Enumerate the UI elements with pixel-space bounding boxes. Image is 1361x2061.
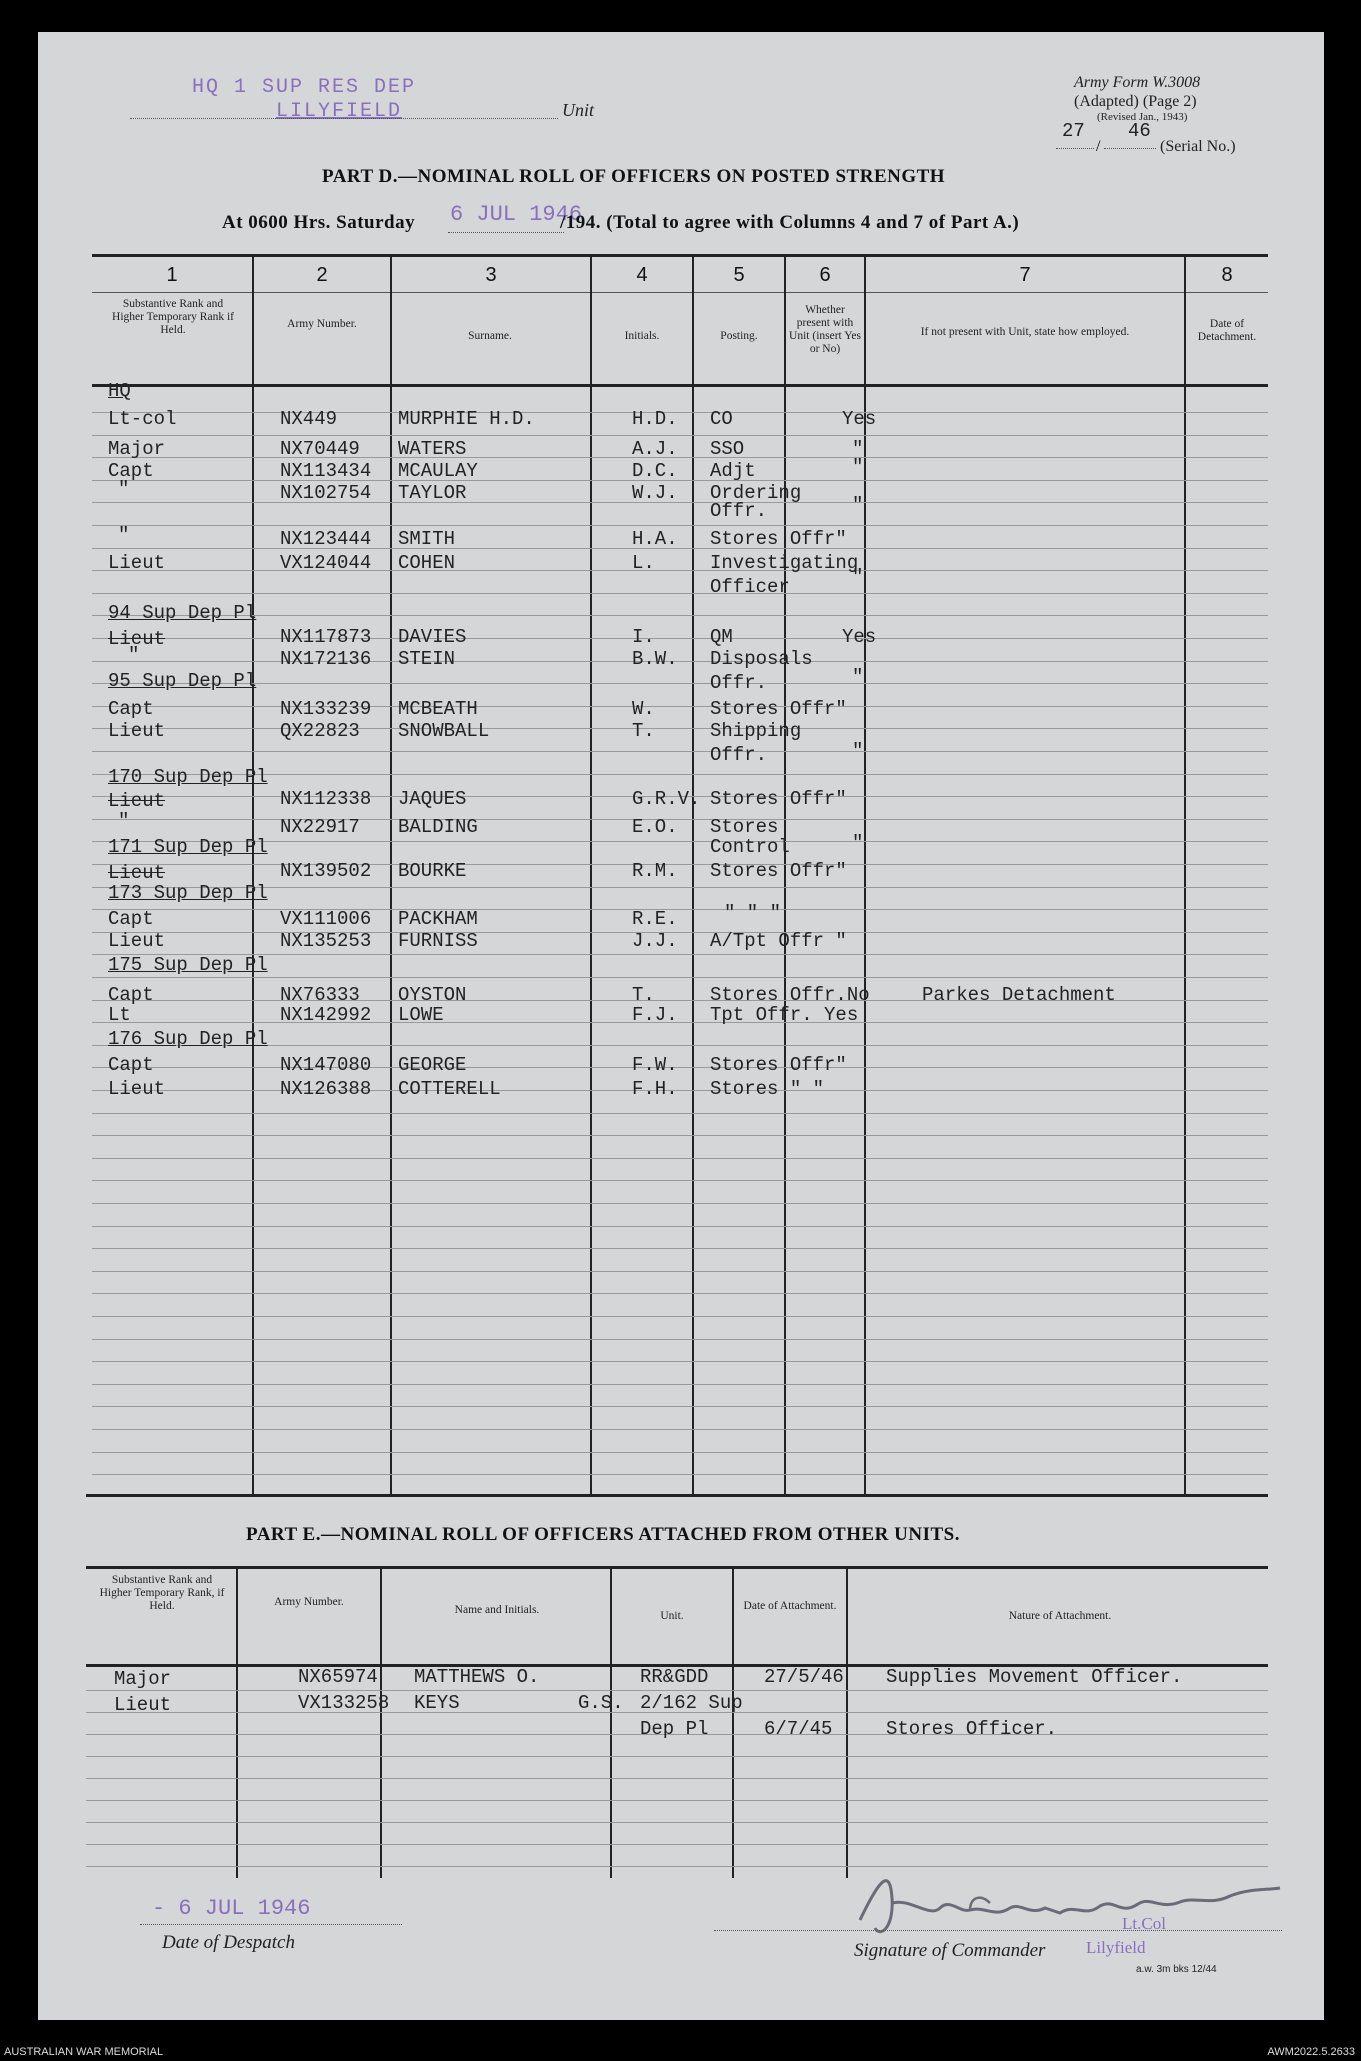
- typed-initials: B.W.: [632, 648, 678, 670]
- part-e-header-unit: Unit.: [660, 1610, 684, 1622]
- typed-rank: Lieut: [114, 1694, 172, 1716]
- typed-unit: Dep Pl: [640, 1718, 709, 1740]
- ruled-line: [92, 864, 1268, 865]
- despatch-dotted-line: [140, 1924, 402, 1925]
- part-e-divider-2: [380, 1566, 382, 1878]
- form-revised: (Revised Jan., 1943): [1097, 111, 1188, 123]
- typed-posting: " " ": [724, 902, 782, 924]
- part-d-title: PART D.—NOMINAL ROLL OF OFFICERS ON POSTED STRENGTH: [322, 166, 946, 187]
- ruled-line: [86, 1844, 1268, 1845]
- typed-army-number: NX123444: [280, 528, 372, 550]
- typed-surname: DAVIES: [398, 626, 467, 648]
- signature-dotted-line: [714, 1930, 1282, 1931]
- ruled-line: [92, 1474, 1268, 1475]
- ruled-line: [92, 1113, 1268, 1114]
- typed-surname: BALDING: [398, 816, 478, 838]
- ruled-line: [86, 1822, 1268, 1823]
- typed-rank: ": [118, 524, 130, 546]
- col-header-initials: Initials.: [624, 330, 660, 342]
- typed-posting: Stores: [710, 816, 779, 838]
- serial-label: (Serial No.): [1160, 138, 1236, 155]
- ruled-line: [92, 412, 1268, 413]
- ruled-line: [92, 638, 1268, 639]
- typed-present: Yes: [842, 626, 877, 648]
- typed-posting: Investigating: [710, 552, 859, 574]
- col-divider-7: [1184, 254, 1186, 1494]
- section-heading: 94 Sup Dep Pl: [108, 602, 257, 624]
- ruled-line: [92, 570, 1268, 571]
- date-dotted-line: [448, 232, 564, 233]
- col-divider-6: [864, 254, 866, 1494]
- archive-id: AWM2022.5.2633: [1267, 2046, 1355, 2058]
- ruled-line: [92, 1406, 1268, 1407]
- signature-label: Signature of Commander: [854, 1940, 1046, 1961]
- typed-present: ": [852, 566, 864, 588]
- ruled-line: [92, 1135, 1268, 1136]
- ruled-line: [92, 1180, 1268, 1181]
- col-num-3: 3: [485, 264, 497, 286]
- typed-initials: F.H.: [632, 1078, 678, 1100]
- form-adapted: (Adapted) (Page 2): [1074, 93, 1197, 110]
- ruled-line: [92, 593, 1268, 594]
- typed-nature: Supplies Movement Officer.: [886, 1666, 1183, 1688]
- typed-initials: T.: [632, 720, 655, 742]
- typed-surname: COTTERELL: [398, 1078, 501, 1100]
- ruled-line: [92, 774, 1268, 775]
- serial-dots-1: [1056, 148, 1094, 149]
- despatch-date-stamp: - 6 JUL 1946: [152, 1896, 311, 1921]
- typed-posting: Officer: [710, 576, 790, 598]
- typed-employment: Parkes Detachment: [922, 984, 1116, 1006]
- ruled-line: [86, 1778, 1268, 1779]
- table-bottom-border: [86, 1494, 1268, 1497]
- typed-initials: H.D.: [632, 408, 678, 430]
- typed-posting: Stores Offr": [710, 788, 847, 810]
- part-e-title: PART E.—NOMINAL ROLL OF OFFICERS ATTACHED FROM OTHER UNITS.: [246, 1524, 960, 1545]
- ruled-line: [86, 1756, 1268, 1757]
- typed-initials: W.J.: [632, 482, 678, 504]
- ruled-line: [92, 1316, 1268, 1317]
- typed-surname: SNOWBALL: [398, 720, 490, 742]
- typed-rank: Lieut: [108, 720, 166, 742]
- despatch-label: Date of Despatch: [162, 1932, 295, 1953]
- typed-surname: STEIN: [398, 648, 456, 670]
- typed-rank: Major: [108, 438, 166, 460]
- ruled-line: [92, 887, 1268, 888]
- typed-army-number: NX139502: [280, 860, 372, 882]
- col-divider-2: [390, 254, 392, 1494]
- typed-rank: Lieut: [108, 552, 166, 574]
- typed-posting: Stores " ": [710, 1078, 825, 1100]
- typed-present: ": [852, 832, 864, 854]
- typed-rank: Lieut: [108, 628, 166, 650]
- ruled-line: [92, 525, 1268, 526]
- typed-rank: ": [118, 810, 130, 832]
- typed-surname: MCBEATH: [398, 698, 478, 720]
- typed-army-number: NX117873: [280, 626, 372, 648]
- part-e-divider-3: [610, 1566, 612, 1878]
- ruled-line: [92, 661, 1268, 662]
- ruled-line: [92, 728, 1268, 729]
- col-num-7: 7: [1019, 264, 1031, 286]
- typed-posting: Stores Offr.No: [710, 984, 870, 1006]
- typed-initials: I.: [632, 626, 655, 648]
- typed-army-number: VX124044: [280, 552, 372, 574]
- print-code: a.w. 3m bks 12/44: [1136, 1964, 1217, 1975]
- col-header-present: Whether present with Unit (insert Yes or No): [789, 304, 861, 355]
- typed-surname: JAQUES: [398, 788, 467, 810]
- typed-present: ": [852, 438, 864, 460]
- ruled-line: [92, 548, 1268, 549]
- archive-credit: AUSTRALIAN WAR MEMORIAL: [4, 2046, 164, 2058]
- typed-army-number: NX112338: [280, 788, 372, 810]
- ruled-line: [92, 1158, 1268, 1159]
- serial-dots-2: [1104, 148, 1156, 149]
- col-num-4: 4: [636, 264, 648, 286]
- typed-posting: Stores Offr": [710, 528, 847, 550]
- ruled-line: [92, 1203, 1268, 1204]
- section-heading: HQ: [108, 380, 131, 402]
- ruled-line: [92, 1090, 1268, 1091]
- part-e-divider-1: [236, 1566, 238, 1878]
- form-name: Army Form W.3008: [1074, 74, 1201, 91]
- typed-initials: F.W.: [632, 1054, 678, 1076]
- typed-initials: T.: [632, 984, 655, 1006]
- typed-army-number: NX65974: [298, 1666, 378, 1688]
- col-num-6: 6: [819, 264, 831, 286]
- typed-rank: Lieut: [108, 1078, 166, 1100]
- typed-initials: R.M.: [632, 860, 678, 882]
- col-divider-4: [692, 254, 694, 1494]
- typed-army-number: NX76333: [280, 984, 360, 1006]
- typed-posting: Stores Offr": [710, 698, 847, 720]
- typed-surname: FURNISS: [398, 930, 478, 952]
- typed-rank: Capt: [108, 698, 154, 720]
- ruled-line: [92, 1429, 1268, 1430]
- col-header-detachment: Date of Detachment.: [1197, 318, 1257, 343]
- unit-label: Unit: [562, 100, 595, 120]
- ruled-line: [92, 457, 1268, 458]
- typed-surname: GEORGE: [398, 1054, 467, 1076]
- ruled-line: [92, 977, 1268, 978]
- typed-present: ": [852, 494, 864, 516]
- date-stamp: 6 JUL 1946: [450, 202, 583, 227]
- col-divider-3: [590, 254, 592, 1494]
- ruled-line: [92, 1045, 1268, 1046]
- typed-initials: L.: [632, 552, 655, 574]
- ruled-line: [92, 1339, 1268, 1340]
- ruled-line: [92, 932, 1268, 933]
- typed-posting: Tpt Offr. Yes: [710, 1004, 859, 1026]
- typed-rank: Lt: [108, 1004, 131, 1026]
- part-e-header-nature: Nature of Attachment.: [1008, 1610, 1112, 1622]
- typed-initials: R.E.: [632, 908, 678, 930]
- typed-rank: Capt: [108, 984, 154, 1006]
- typed-posting: Shipping: [710, 720, 802, 742]
- part-d-subtitle-prefix: At 0600 Hrs. Saturday: [222, 212, 416, 233]
- ruled-line: [92, 435, 1268, 436]
- typed-present: Yes: [842, 408, 877, 430]
- section-heading: 176 Sup Dep Pl: [108, 1028, 268, 1050]
- typed-army-number: VX133258: [298, 1692, 390, 1714]
- typed-initials: W.: [632, 698, 655, 720]
- typed-army-number: NX135253: [280, 930, 372, 952]
- col-header-employment: If not present with Unit, state how employed.: [920, 326, 1130, 338]
- typed-army-number: NX147080: [280, 1054, 372, 1076]
- ruled-line: [92, 615, 1268, 616]
- section-heading: 95 Sup Dep Pl: [108, 670, 257, 692]
- col-header-army-number: Army Number.: [287, 318, 357, 330]
- typed-rank: Major: [114, 1668, 172, 1690]
- part-d-subtitle-suffix: /194. (Total to agree with Columns 4 and 7 of Part A.): [560, 212, 1020, 233]
- ruled-line: [92, 954, 1268, 955]
- col-divider-1: [252, 254, 254, 1494]
- ruled-line: [92, 683, 1268, 684]
- part-e-header-army-number: Army Number.: [274, 1596, 344, 1608]
- typed-unit: RR&GDD: [640, 1666, 709, 1688]
- part-e-top-border: [86, 1566, 1268, 1569]
- typed-rank: Capt: [108, 460, 154, 482]
- typed-army-number: NX126388: [280, 1078, 372, 1100]
- typed-attach-date: 6/7/45: [764, 1718, 833, 1740]
- typed-posting: Control: [710, 836, 790, 858]
- ruled-line: [92, 1022, 1268, 1023]
- typed-posting: Ordering: [710, 482, 802, 504]
- ruled-line: [92, 909, 1268, 910]
- typed-rank: Lieut: [108, 930, 166, 952]
- ruled-line: [92, 1293, 1268, 1294]
- typed-surname: MCAULAY: [398, 460, 478, 482]
- ruled-line: [92, 1271, 1268, 1272]
- typed-initials: G.R.V.: [632, 788, 701, 810]
- typed-posting: QM: [710, 626, 733, 648]
- column-number-rule: [92, 292, 1268, 293]
- typed-posting: Adjt: [710, 460, 756, 482]
- ruled-line: [92, 819, 1268, 820]
- ruled-line: [92, 1361, 1268, 1362]
- typed-unit: 2/162 Sup: [640, 1692, 743, 1714]
- section-heading: 171 Sup Dep Pl: [108, 836, 268, 858]
- typed-initials: F.J.: [632, 1004, 678, 1026]
- ruled-line: [86, 1690, 1268, 1691]
- commander-rank-stamp: Lt.Col: [1122, 1914, 1166, 1933]
- col-header-rank: Substantive Rank and Higher Temporary Rank if Held.: [112, 298, 234, 336]
- section-heading: 173 Sup Dep Pl: [108, 882, 268, 904]
- typed-posting: Stores Offr": [710, 1054, 847, 1076]
- col-num-2: 2: [316, 264, 328, 286]
- typed-army-number: NX22917: [280, 816, 360, 838]
- ruled-line: [92, 751, 1268, 752]
- typed-surname: SMITH: [398, 528, 456, 550]
- typed-rank: ": [118, 478, 130, 500]
- typed-army-number: NX70449: [280, 438, 360, 460]
- typed-rank: Capt: [108, 908, 154, 930]
- typed-initials: D.C.: [632, 460, 678, 482]
- typed-posting: Offr.: [710, 500, 768, 522]
- typed-initials: A.J.: [632, 438, 678, 460]
- typed-surname: WATERS: [398, 438, 467, 460]
- commander-unit-stamp: Lilyfield: [1086, 1938, 1146, 1957]
- typed-present: ": [852, 456, 864, 478]
- col-num-1: 1: [166, 264, 178, 286]
- typed-initials: H.A.: [632, 528, 678, 550]
- typed-army-number: NX133239: [280, 698, 372, 720]
- ruled-line: [92, 1067, 1268, 1068]
- typed-posting: SSO: [710, 438, 745, 460]
- part-e-divider-5: [846, 1566, 848, 1878]
- typed-army-number: NX102754: [280, 482, 372, 504]
- typed-surname: MURPHIE H.D.: [398, 408, 535, 430]
- part-e-header-date: Date of Attachment.: [743, 1600, 837, 1612]
- typed-rank: Capt: [108, 1054, 154, 1076]
- typed-rank: Lt-col: [108, 408, 177, 430]
- typed-initials: J.J.: [632, 930, 678, 952]
- typed-present: ": [852, 740, 864, 762]
- typed-name: MATTHEWS O.: [414, 1666, 540, 1688]
- typed-army-number: NX172136: [280, 648, 372, 670]
- ruled-line: [92, 1384, 1268, 1385]
- typed-initials: G.S.: [578, 1692, 624, 1714]
- part-e-header-name: Name and Initials.: [454, 1604, 540, 1616]
- part-e-divider-4: [732, 1566, 734, 1878]
- ruled-line: [92, 480, 1268, 481]
- serial-year: 46: [1128, 120, 1151, 142]
- typed-army-number: NX449: [280, 408, 338, 430]
- serial-slash: /: [1096, 138, 1101, 155]
- col-num-5: 5: [733, 264, 745, 286]
- ruled-line: [92, 841, 1268, 842]
- typed-army-number: NX142992: [280, 1004, 372, 1026]
- typed-rank: ": [128, 644, 140, 666]
- typed-posting: CO: [710, 408, 733, 430]
- typed-surname: OYSTON: [398, 984, 467, 1006]
- unit-dotted-line: [130, 118, 558, 119]
- part-e-header-rank: Substantive Rank and Higher Temporary Rank, if Held.: [99, 1574, 225, 1612]
- typed-army-number: QX22823: [280, 720, 360, 742]
- header-bottom-border: [92, 384, 1268, 387]
- ruled-line: [92, 502, 1268, 503]
- ruled-line: [86, 1800, 1268, 1801]
- typed-posting: Offr.: [710, 672, 768, 694]
- typed-posting: Offr.: [710, 744, 768, 766]
- col-num-8: 8: [1221, 264, 1233, 286]
- unit-stamp-location: LILYFIELD: [276, 100, 403, 123]
- section-heading: 170 Sup Dep Pl: [108, 766, 268, 788]
- typed-rank: Lieut: [108, 862, 166, 884]
- serial-number: 27: [1062, 120, 1085, 142]
- col-header-surname: Surname.: [468, 330, 512, 342]
- typed-posting: Stores Offr": [710, 860, 847, 882]
- typed-surname: LOWE: [398, 1004, 444, 1026]
- typed-posting: A/Tpt Offr ": [710, 930, 847, 952]
- typed-rank: Lieut: [108, 790, 166, 812]
- typed-surname: TAYLOR: [398, 482, 467, 504]
- ruled-line: [92, 706, 1268, 707]
- typed-army-number: VX111006: [280, 908, 372, 930]
- typed-initials: E.O.: [632, 816, 678, 838]
- typed-army-number: NX113434: [280, 460, 372, 482]
- typed-present: ": [852, 666, 864, 688]
- section-heading: 175 Sup Dep Pl: [108, 954, 268, 976]
- col-header-posting: Posting.: [720, 330, 758, 342]
- typed-surname: COHEN: [398, 552, 456, 574]
- typed-name: KEYS: [414, 1692, 460, 1714]
- unit-stamp: HQ 1 SUP RES DEP: [192, 76, 417, 99]
- table-top-border: [92, 254, 1268, 257]
- typed-attach-date: 27/5/46: [764, 1666, 844, 1688]
- ruled-line: [92, 1226, 1268, 1227]
- typed-posting: Disposals: [710, 648, 813, 670]
- typed-nature: Stores Officer.: [886, 1718, 1058, 1740]
- ruled-line: [92, 1248, 1268, 1249]
- typed-surname: BOURKE: [398, 860, 467, 882]
- ruled-line: [92, 1452, 1268, 1453]
- typed-surname: PACKHAM: [398, 908, 478, 930]
